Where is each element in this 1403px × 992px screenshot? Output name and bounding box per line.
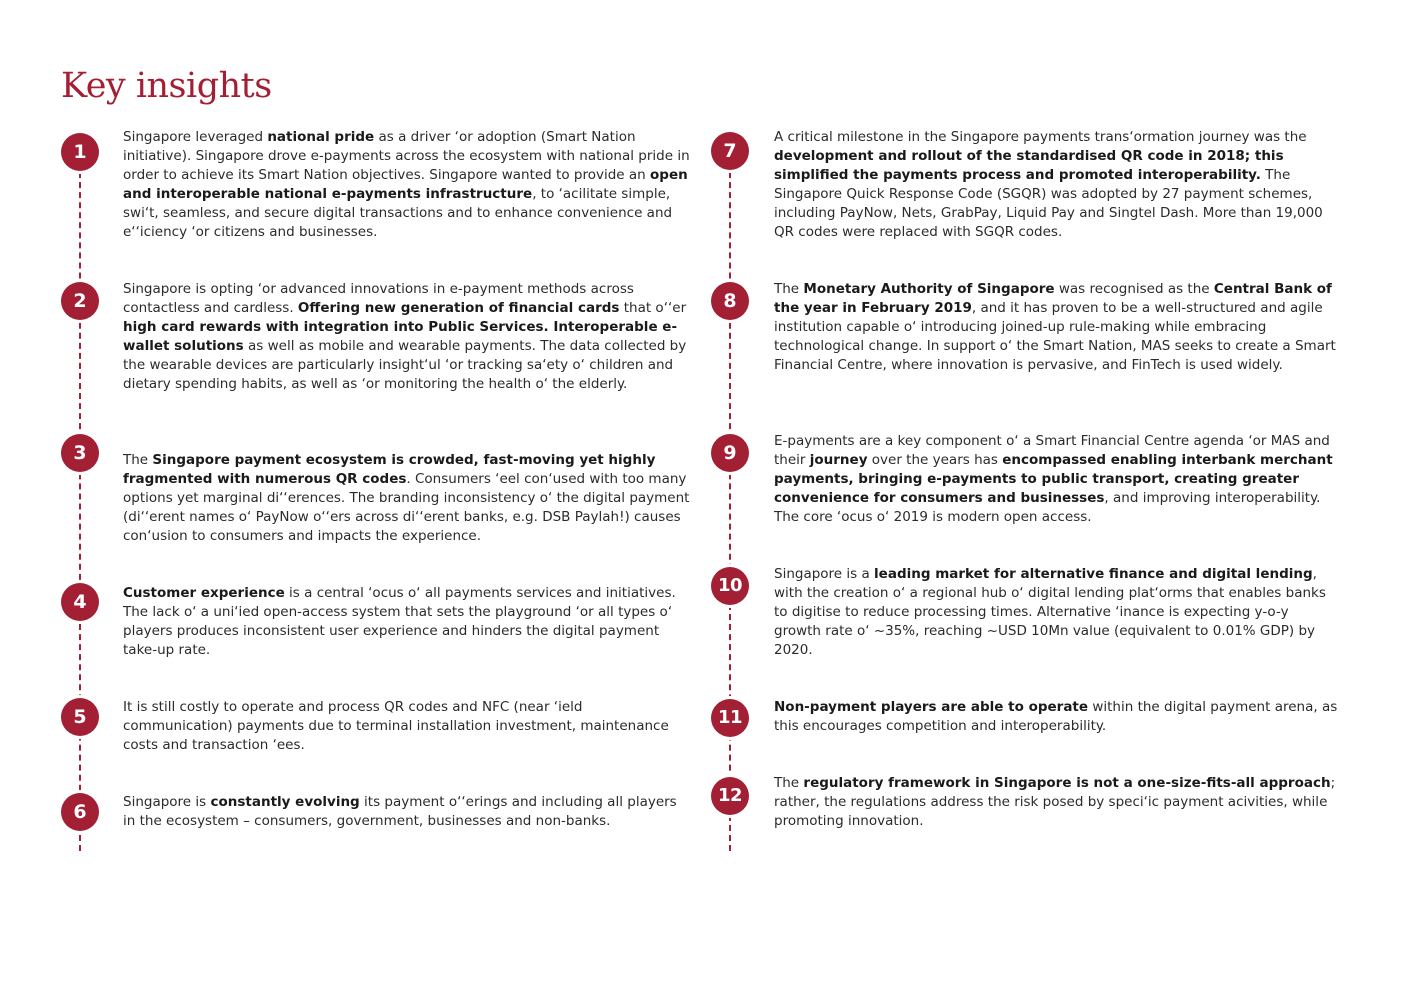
number-badge-6: 6 (61, 793, 99, 831)
number-badge-10: 10 (711, 567, 749, 605)
number-badge-4: 4 (61, 583, 99, 621)
emphasis-text: Customer experience (123, 585, 285, 601)
emphasis-text: high card rewards with integration into Public Services. Interoperable e-wallet solutions (123, 319, 678, 354)
number-badge-11: 11 (711, 699, 749, 737)
insight-text-6: Singapore is constantly evolving its payment o‘‘erings and including all players in the ecosystem – consumers, government, businesses and non-banks. (123, 794, 677, 829)
emphasis-text: Monetary Authority of Singapore (803, 281, 1055, 297)
number-badge-9: 9 (711, 434, 749, 472)
page-title: Key insights (61, 66, 272, 106)
insight-text-8: The Monetary Authority of Singapore was recognised as the Central Bank of the year in February 2019, and it has proven to be a well-structured and agile institution capable o‘ introducing joined-up rule-making while embracing technological change. In support o‘ the Smart Nation, MAS seeks to create a Smart Financial Centre, where innovation is pervasive, and FinTech is used widely. (774, 281, 1336, 373)
insight-text-5: It is still costly to operate and process QR codes and NFC (near ‘ield communication) payments due to terminal installation investment, maintenance costs and transaction ‘ees. (123, 699, 669, 753)
emphasis-text: constantly evolving (210, 794, 360, 810)
number-badge-7: 7 (711, 132, 749, 170)
number-badge-5: 5 (61, 698, 99, 736)
emphasis-text: leading market for alternative finance and digital lending (874, 566, 1313, 582)
emphasis-text: Non-payment players are able to operate (774, 699, 1089, 715)
insight-text-10: Singapore is a leading market for alternative finance and digital lending, with the creation o‘ a regional hub o‘ digital lending plat‘orms that enables banks to digitise to reduce processing times. Alternative ‘inance is expecting y-o-y growth rate o‘ ~35%, reaching ~USD 10Mn value (equivalent to 0.01% GDP) by 2020. (774, 566, 1326, 658)
insights-column-left (0, 0, 690, 992)
insight-text-3: The Singapore payment ecosystem is crowded, fast-moving yet highly fragmented with numerous QR codes. Consumers ‘eel con‘used with too many options yet marginal di‘‘erences. The branding inconsistency o‘ the digital payment (di‘‘erent names o‘ PayNow o‘‘ers across di‘‘erent banks, e.g. DSB Paylah!) causes con‘usion to consumers and impacts the experience. (123, 452, 690, 544)
emphasis-text: national pride (267, 129, 375, 145)
emphasis-text: journey (809, 452, 868, 468)
number-badge-3: 3 (61, 434, 99, 472)
insight-text-12: The regulatory framework in Singapore is not a one-size-fits-all approach; rather, the regulations address the risk posed by speci‘ic payment acivities, while promoting innovation. (774, 775, 1336, 829)
emphasis-text: Offering new generation of financial cards (297, 300, 620, 316)
insight-text-4: Customer experience is a central ‘ocus o‘ all payments services and initiatives. The lack o‘ a uni‘ied open-access system that sets the playground ‘or all types o‘ players produces inconsistent user experience and hinders the digital payment take-up rate. (123, 585, 676, 658)
number-badge-12: 12 (711, 777, 749, 815)
timeline-dashed-line-right (729, 152, 731, 851)
number-badge-2: 2 (61, 282, 99, 320)
insight-text-1: Singapore leveraged national pride as a driver ‘or adoption (Smart Nation initiative). Singapore drove e-payments across the ecosystem with national pride in order to achieve its Smart Nation objectives. Singapore wanted to provide an open and interoperable national e-payments infrastructure, to ‘acilitate simple, swi‘t, seamless, and secure digital transactions and to enhance convenience and e‘‘iciency ‘or citizens and businesses. (123, 129, 690, 240)
insight-text-7: A critical milestone in the Singapore payments trans‘ormation journey was the development and rollout of the standardised QR code in 2018; this simplified the payments process and promoted interoperability. The Singapore Quick Response Code (SGQR) was adopted by 27 payment schemes, including PayNow, Nets, GrabPay, Liquid Pay and Singtel Dash. More than 19,000 QR codes were replaced with SGQR codes. (774, 129, 1323, 240)
emphasis-text: open and interoperable national e-payments infrastructure (123, 167, 688, 202)
insight-text-11: Non-payment players are able to operate within the digital payment arena, as this encourages competition and interoperability. (774, 699, 1338, 734)
timeline-dashed-line-left (79, 152, 81, 851)
emphasis-text: Central Bank of the year in February 2019 (774, 281, 1332, 316)
number-badge-8: 8 (711, 282, 749, 320)
emphasis-text: Singapore payment ecosystem is crowded, fast-moving yet highly fragmented with numerous QR codes (123, 452, 656, 487)
insight-text-2: Singapore is opting ‘or advanced innovations in e-payment methods across contactless and cardless. Offering new generation of financial cards that o‘‘er high card rewards with integration into Public Services. Interoperable e-wallet solutions as well as mobile and wearable payments. The data collected by the wearable devices are particularly insight‘ul ‘or tracking sa‘ety o‘ children and dietary spending habits, as well as ‘or monitoring the health o‘ the elderly. (123, 281, 687, 392)
number-badge-1: 1 (61, 133, 99, 171)
emphasis-text: development and rollout of the standardised QR code in 2018; this simplified the payments process and promoted interoperability. (774, 148, 1284, 183)
insights-column-right (651, 0, 1338, 992)
emphasis-text: encompassed enabling interbank merchant payments, bringing e-payments to public transport, creating greater convenience for consumers and businesses (774, 452, 1333, 506)
emphasis-text: regulatory framework in Singapore is not a one-size-fits-all approach (803, 775, 1331, 791)
insight-text-9: E-payments are a key component o‘ a Smart Financial Centre agenda ‘or MAS and their journey over the years has encompassed enabling interbank merchant payments, bringing e-payments to public transport, creating greater convenience for consumers and businesses, and improving interoperability. The core ‘ocus o‘ 2019 is modern open access. (774, 433, 1333, 525)
